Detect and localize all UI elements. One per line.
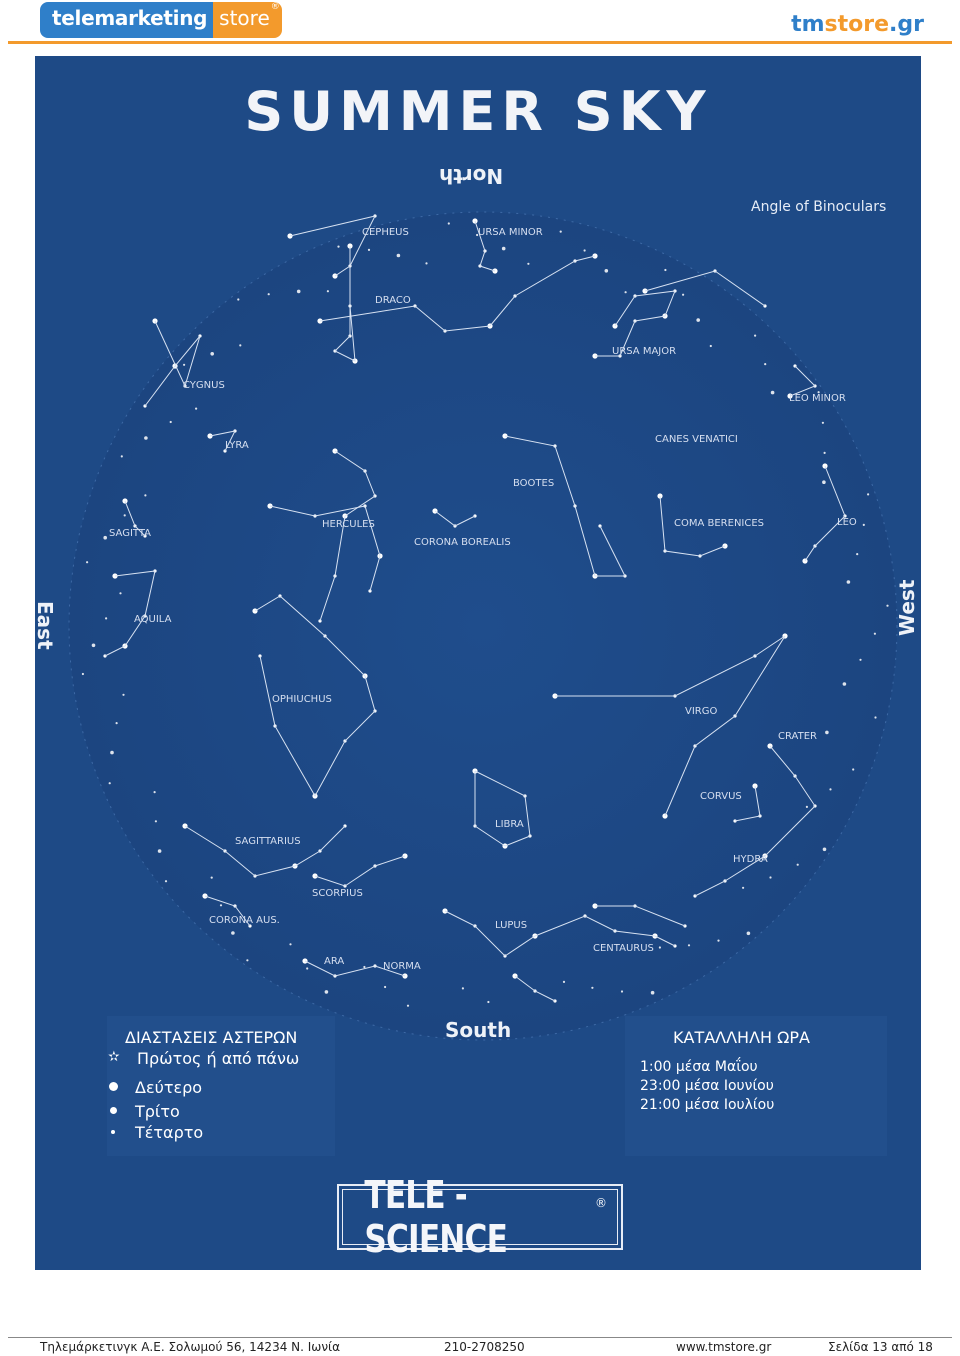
- brand-registered-mark: ®: [595, 1196, 607, 1210]
- star: [856, 553, 858, 555]
- star: [337, 246, 339, 248]
- south-label: South: [445, 1018, 512, 1042]
- site-name-tld: .gr: [889, 12, 924, 37]
- star: [487, 1001, 489, 1003]
- constellation-label: OPHIUCHUS: [272, 694, 332, 705]
- star: [462, 987, 464, 989]
- star: [621, 990, 623, 992]
- star: [847, 580, 851, 584]
- star: [231, 931, 235, 935]
- constellation-label: URSA MAJOR: [612, 346, 677, 357]
- star: [823, 848, 827, 852]
- best-time-box: [625, 1016, 887, 1156]
- star: [289, 943, 291, 945]
- star: [110, 751, 114, 755]
- star: [119, 592, 121, 594]
- best-time-line: 23:00 μέσα Ιουνίου: [640, 1078, 774, 1094]
- constellation-label: VIRGO: [685, 706, 718, 717]
- star: [825, 731, 829, 735]
- constellation-label: LEO MINOR: [789, 393, 846, 404]
- star: [195, 408, 197, 410]
- star: [659, 946, 661, 948]
- constellation-label: AQUILA: [134, 614, 172, 625]
- star: [210, 352, 214, 356]
- site-name-store: store: [824, 12, 890, 37]
- star: [397, 254, 401, 258]
- site-name[interactable]: [791, 12, 924, 37]
- star: [867, 493, 869, 495]
- constellation-label: DRACO: [375, 295, 411, 306]
- star: [246, 959, 248, 961]
- star: [886, 605, 888, 607]
- footer-divider: [8, 1337, 952, 1338]
- legend-item-fourth: Τέταρτο: [135, 1123, 204, 1142]
- star: [563, 981, 565, 983]
- star: [165, 880, 167, 882]
- star: [747, 932, 751, 936]
- star: [710, 345, 712, 347]
- constellation-label: URSA MINOR: [478, 227, 543, 238]
- star: [170, 421, 172, 423]
- star: [103, 536, 107, 540]
- star: [363, 966, 365, 968]
- star: [696, 318, 700, 322]
- star: [368, 249, 370, 251]
- constellation-label: NORMA: [383, 961, 421, 972]
- best-time-line: 21:00 μέσα Ιουλίου: [640, 1097, 775, 1113]
- map-title: SUMMER SKY: [244, 80, 712, 143]
- constellation-label: CORVUS: [700, 791, 742, 802]
- first-magnitude-star-icon: ✫: [108, 1049, 120, 1065]
- footer-company: Τηλεμάρκετινγκ Α.Ε. Σολωμού 56, 14234 Ν. Ιωνία: [40, 1340, 341, 1354]
- star: [764, 363, 766, 365]
- star: [797, 864, 799, 866]
- star: [688, 944, 690, 946]
- best-time-title: ΚΑΤΑΛΛΗΛΗ ΩΡΑ: [673, 1028, 810, 1047]
- star: [742, 887, 744, 889]
- star: [92, 644, 96, 648]
- footer-website[interactable]: www.tmstore.gr: [676, 1340, 772, 1354]
- tele-science-logo: [337, 1173, 623, 1261]
- star: [122, 694, 124, 696]
- logo-store-word: store: [219, 6, 270, 30]
- second-magnitude-dot-icon: [109, 1082, 118, 1091]
- star: [502, 247, 506, 251]
- star: [754, 335, 756, 337]
- star: [239, 344, 241, 346]
- constellation-label: HERCULES: [322, 519, 375, 530]
- constellation-label: SCORPIUS: [312, 888, 363, 899]
- star: [448, 222, 450, 224]
- star-size-legend: [107, 1016, 335, 1156]
- star: [771, 391, 775, 395]
- star: [82, 673, 84, 675]
- best-time-line: 1:00 μέσα Μαΐου: [640, 1059, 758, 1075]
- legend-item-second: Δεύτερο: [135, 1078, 203, 1097]
- star: [859, 659, 861, 661]
- star: [625, 291, 627, 293]
- east-label: East: [33, 601, 57, 650]
- star: [144, 494, 146, 496]
- star-chart-panel: [35, 56, 921, 1270]
- star: [268, 293, 270, 295]
- star: [682, 294, 684, 296]
- star: [560, 231, 562, 233]
- constellation-label: LUPUS: [495, 920, 528, 931]
- constellation-label: CANES VENATICI: [655, 434, 738, 445]
- star: [829, 788, 831, 790]
- site-name-tm: tm: [791, 12, 825, 37]
- constellation-label: LYRA: [225, 440, 249, 451]
- star: [252, 608, 257, 613]
- star: [822, 480, 826, 484]
- star: [237, 298, 239, 300]
- star: [154, 791, 156, 793]
- constellation-label: CORONA AUS.: [209, 915, 280, 926]
- star: [874, 716, 876, 718]
- star: [105, 617, 107, 619]
- star: [874, 633, 876, 635]
- constellation-label: LIBRA: [495, 819, 524, 830]
- constellation-label: SAGITTA: [109, 528, 152, 539]
- star: [584, 249, 586, 251]
- third-magnitude-dot-icon: [110, 1107, 117, 1114]
- legend-item-first: Πρώτος ή από πάνω: [137, 1049, 300, 1068]
- star: [211, 877, 213, 879]
- constellation-label: CEPHEUS: [362, 227, 409, 238]
- star: [664, 269, 666, 271]
- constellation-label: CYGNUS: [183, 380, 225, 391]
- star: [306, 967, 308, 969]
- constellation-label: BOOTES: [513, 478, 555, 489]
- star: [605, 269, 609, 273]
- sky-circle: [69, 212, 897, 1040]
- star: [651, 991, 655, 995]
- star: [220, 904, 222, 906]
- star: [843, 682, 847, 686]
- constellation-label: LEO: [837, 517, 857, 528]
- west-label: West: [895, 579, 919, 636]
- star: [806, 806, 808, 808]
- constellation-label: COMA BERENICES: [674, 518, 765, 529]
- star: [124, 514, 126, 516]
- star: [407, 1005, 409, 1007]
- constellation-label: ARA: [324, 956, 345, 967]
- header-divider: [8, 41, 952, 44]
- star: [591, 987, 593, 989]
- star: [183, 364, 185, 366]
- star: [384, 986, 386, 988]
- constellation-label: HYDRA: [733, 854, 768, 865]
- star: [86, 561, 88, 563]
- star: [852, 768, 854, 770]
- legend-item-third: Τρίτο: [135, 1102, 180, 1121]
- footer-phone: 210-2708250: [444, 1340, 525, 1354]
- star: [325, 990, 329, 994]
- star: [425, 262, 427, 264]
- brand-name: TELE - SCIENCE: [364, 1173, 508, 1261]
- constellation-label: CRATER: [778, 731, 817, 742]
- page-header: [0, 0, 960, 48]
- star: [824, 452, 826, 454]
- north-label: North: [439, 164, 504, 188]
- constellation-label: SAGITTARIUS: [235, 836, 301, 847]
- logo-text-right: [213, 2, 282, 38]
- logo-registered-mark: ®: [270, 2, 280, 12]
- star: [769, 876, 771, 878]
- star: [717, 940, 719, 942]
- binoculars-label: Angle of Binoculars: [751, 199, 887, 215]
- telemarketing-store-logo[interactable]: [40, 2, 282, 38]
- star: [863, 524, 865, 526]
- star: [327, 290, 329, 292]
- constellation-label: CORONA BOREALIS: [414, 537, 511, 548]
- fourth-magnitude-dot-icon: [111, 1130, 115, 1134]
- footer-page-number: Σελίδα 13 από 18: [828, 1340, 933, 1354]
- star: [527, 263, 529, 265]
- star: [297, 290, 301, 294]
- star: [109, 782, 111, 784]
- star: [121, 455, 123, 457]
- star: [116, 722, 118, 724]
- logo-text-left: telemarketing: [40, 2, 213, 38]
- legend-title: ΔΙΑΣΤΑΣΕΙΣ ΑΣΤΕΡΩΝ: [125, 1028, 298, 1047]
- star: [144, 436, 148, 440]
- star: [158, 849, 162, 853]
- constellation-label: CENTAURUS: [593, 943, 654, 954]
- star: [155, 820, 157, 822]
- star: [822, 422, 824, 424]
